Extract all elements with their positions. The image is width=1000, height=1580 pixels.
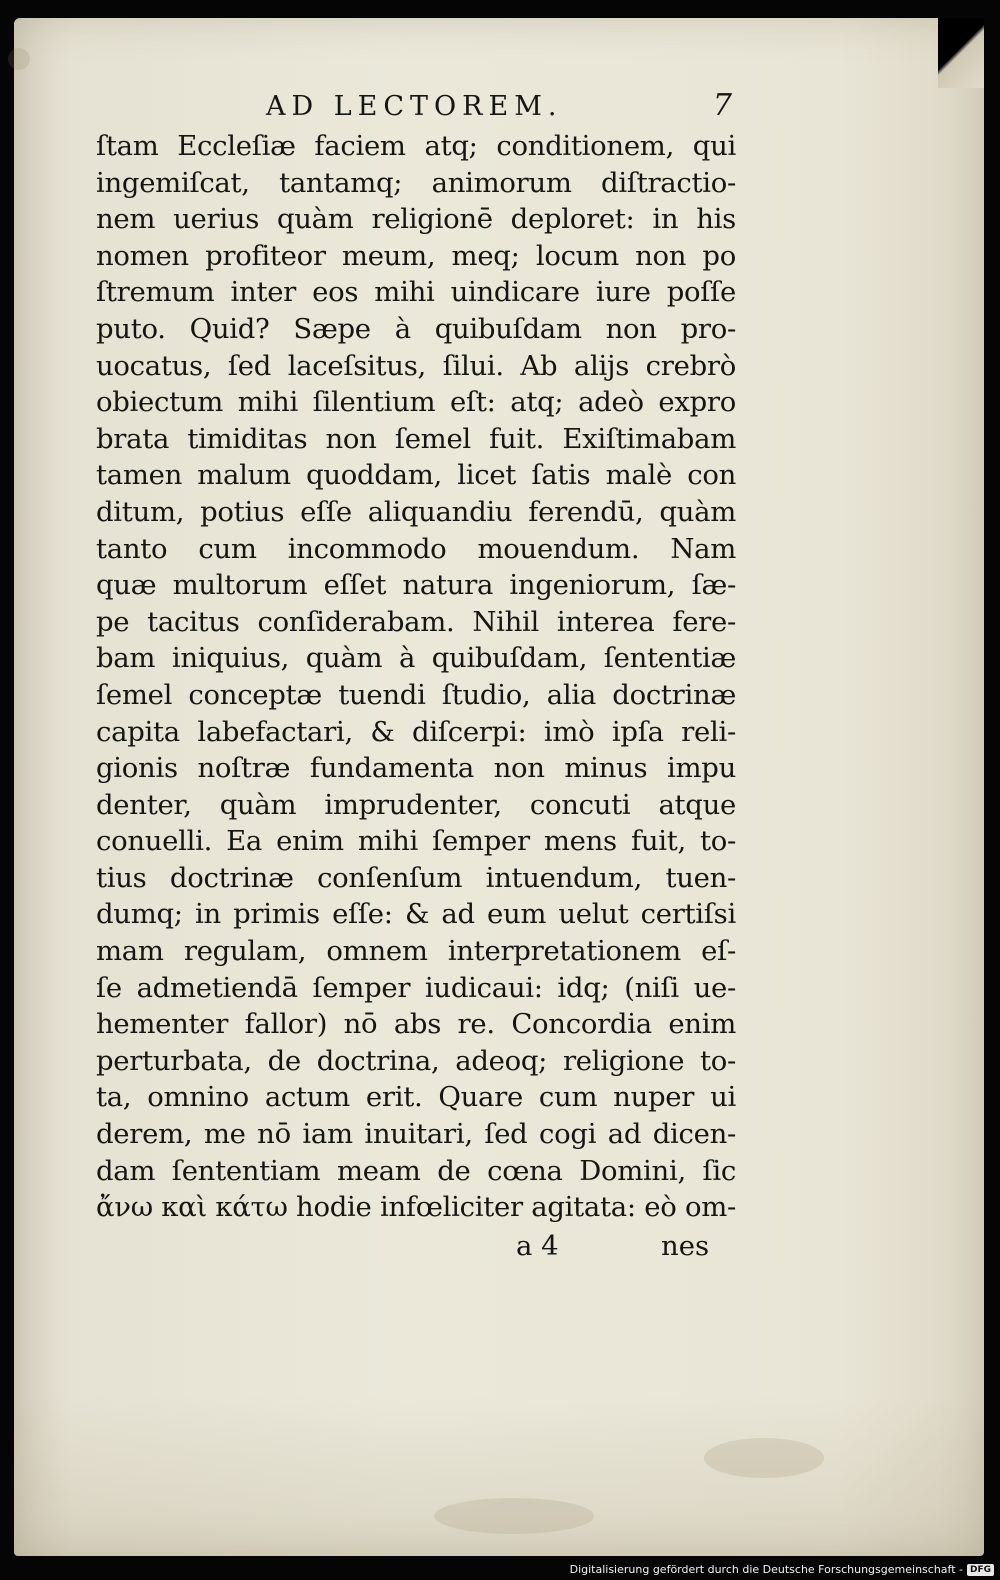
text-line: brata timiditas non ſemel fuit. Exiſtimabam — [96, 422, 736, 455]
page-stain — [434, 1498, 594, 1534]
text-line: ta, omnino actum erit. Quare cum nuper ui — [96, 1081, 736, 1114]
page-stain — [704, 1438, 824, 1478]
text-line: ſtremum inter eos mihi uindicare iure poſſe — [96, 276, 736, 309]
text-line: perturbata, de doctrina, adeoq; religione to- — [96, 1044, 736, 1077]
text-line: ſtam Eccleſiæ faciem atq; conditionem, qui — [96, 130, 736, 162]
text-line: mam regulam, omnem interpretationem eſ- — [96, 935, 736, 968]
text-line: tanto cum incommodo mouendum. Nam — [96, 532, 736, 565]
text-line: conuelli. Ea enim mihi ſemper mens fuit, to- — [96, 825, 736, 858]
text-line: ἄνω καὶ κάτω hodie infœliciter agitata: eò om- — [96, 1191, 736, 1224]
text-line: denter, quàm imprudenter, concuti atque — [96, 788, 736, 821]
running-head — [96, 88, 736, 128]
text-line: dam ſententiam meam de cœna Domini, ſic — [96, 1154, 736, 1187]
text-line: nomen profiteor meum, meq; locum non po — [96, 239, 736, 272]
text-block — [96, 88, 736, 1266]
signature-mark: a 4 — [516, 1229, 559, 1262]
text-line: nem uerius quàm religionē deploret: in his — [96, 203, 736, 236]
text-line: puto. Quid? Sæpe à quibuſdam non pro- — [96, 312, 736, 345]
page-stain — [8, 48, 30, 70]
text-line: gionis noſtræ fundamenta non minus impu — [96, 752, 736, 785]
text-line: ingemiſcat, tantamq; animorum diſtractio- — [96, 166, 736, 199]
text-line: quæ multorum eſſet natura ingeniorum, ſæ- — [96, 569, 736, 602]
text-line: obiectum mihi ſilentium eſt: atq; adeò expro — [96, 386, 736, 419]
dfg-logo: DFG — [967, 1564, 994, 1576]
signature-line — [96, 1226, 736, 1266]
text-line: ſe admetiendā ſemper iudicaui: idq; (niſi ue- — [96, 971, 736, 1004]
text-line: pe tacitus conſiderabam. Nihil interea fere- — [96, 605, 736, 638]
book-page — [14, 18, 984, 1556]
text-line: bam iniquius, quàm à quibuſdam, ſententiæ — [96, 642, 736, 675]
digitization-credit: Digitalisierung gefördert durch die Deutsche Forschungsgemeinschaft - — [569, 1563, 963, 1576]
torn-corner — [938, 18, 984, 88]
running-head-title: AD LECTOREM. — [266, 91, 563, 122]
page-number: 7 — [712, 88, 732, 123]
text-line: capita labefactari, & diſcerpi: imò ipſa reli- — [96, 715, 736, 748]
text-line: ſemel conceptæ tuendi ſtudio, alia doctrinæ — [96, 678, 736, 711]
text-line: dumq; in primis eſſe: & ad eum uelut certiſsi — [96, 898, 736, 931]
text-line: derem, me nō iam inuitari, ſed cogi ad dicen- — [96, 1118, 736, 1151]
text-line: uocatus, ſed laceſsitus, ſilui. Ab alijs crebrò — [96, 349, 736, 382]
text-line: tamen malum quoddam, licet ſatis malè con — [96, 459, 736, 492]
text-line: hementer fallor) nō abs re. Concordia enim — [96, 1008, 736, 1041]
text-line: ditum, potius eſſe aliquandiu ferendū, quàm — [96, 495, 736, 528]
text-line: tius doctrinæ conſenſum intuendum, tuen- — [96, 861, 736, 894]
digitization-footer — [570, 1563, 994, 1576]
catchword: nes — [661, 1229, 710, 1262]
